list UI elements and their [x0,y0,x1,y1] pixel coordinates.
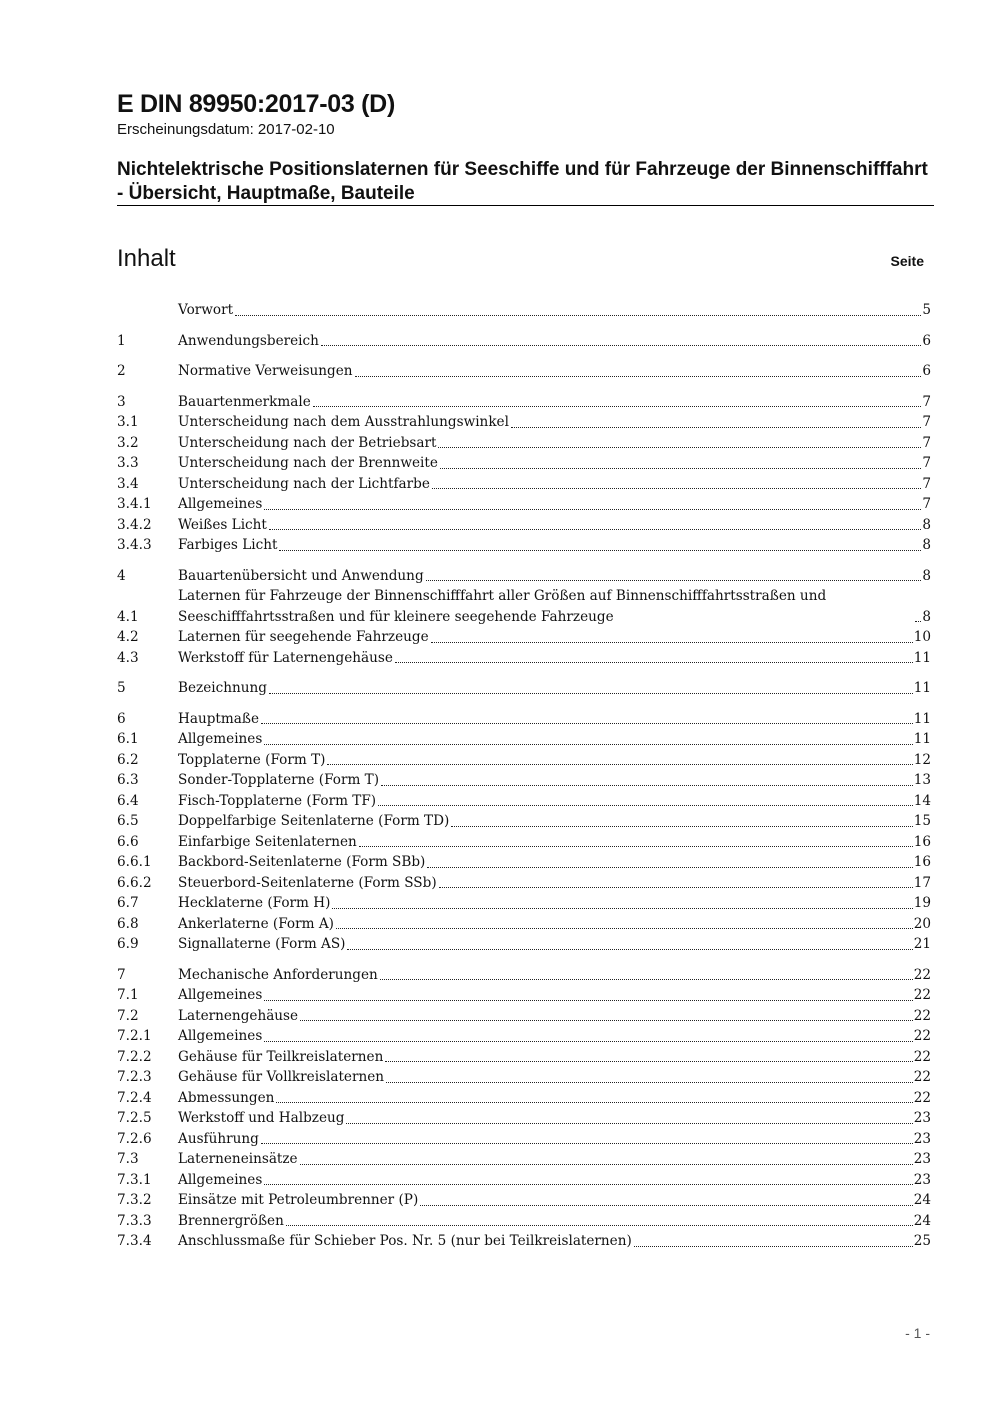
toc-entry-number: 3 [117,393,126,410]
toc-dot-leader [347,949,912,950]
toc-entry[interactable] [117,392,931,413]
toc-entry-page: 11 [913,710,931,727]
toc-entry-title: Bezeichnung [178,680,267,696]
toc-entry[interactable] [117,985,931,1006]
toc-entry[interactable] [117,678,931,699]
toc-dot-leader [420,1205,912,1206]
toc-entry-page: 13 [913,772,931,788]
toc-entry-number: 6.1 [117,731,139,747]
toc-entry-title: Vorwort [178,302,234,318]
toc-entry-number: 7.2.3 [117,1069,152,1085]
toc-dot-leader [380,979,913,980]
toc-entry[interactable] [117,873,931,894]
toc-entry[interactable] [117,1211,931,1232]
toc-entry-title: Fisch-Topplaterne (Form TF) [178,792,377,809]
toc-entry-page: 15 [913,813,931,829]
toc-entry-title: Laternengehäuse [178,1007,299,1024]
toc-dot-leader [332,908,912,909]
toc-entry-number: 7 [117,966,126,983]
toc-entry[interactable] [117,729,931,750]
toc-entry-page: 7 [922,434,931,451]
toc-dot-leader [261,723,913,724]
toc-entry-title: Laterneneinsätze [178,1151,298,1167]
toc-dot-leader [431,642,913,643]
document-title: E DIN 89950:2017-03 (D) [117,90,395,118]
toc-entry[interactable] [117,1149,931,1170]
toc-entry-title: Sonder-Topplaterne (Form T) [178,772,380,788]
toc-entry[interactable] [117,852,931,873]
toc-entry-page: 8 [922,537,931,553]
toc-entry-number: 6.8 [117,915,139,932]
publication-date: Erscheinungsdatum: 2017-02-10 [117,121,335,138]
toc-entry-page: 6 [922,363,931,379]
toc-dot-leader [378,805,913,806]
toc-entry-number: 6.6.2 [117,874,152,891]
toc-heading: Inhalt [117,245,176,272]
toc-entry-title: Hecklaterne (Form H) [178,895,331,911]
toc-entry-page: 5 [922,302,931,318]
toc-entry-title: Unterscheidung nach dem Ausstrahlungswinkel [178,414,509,430]
toc-entry[interactable] [117,1088,931,1109]
toc-dot-leader [269,529,921,530]
toc-entry-title: Abmessungen [178,1089,275,1106]
toc-entry-number: 6.9 [117,936,139,952]
title-divider [117,205,934,206]
toc-entry[interactable] [117,1190,931,1211]
toc-dot-leader [426,580,922,581]
toc-entry-number: 7.3 [117,1151,139,1167]
toc-entry-number: 3.4.3 [117,537,152,553]
toc-entry-number: 7.2.6 [117,1130,152,1147]
toc-entry[interactable] [117,586,931,627]
toc-entry-title: Steuerbord-Seitenlaterne (Form SSb) [178,874,437,891]
toc-entry[interactable] [117,627,931,648]
toc-entry-number: 7.3.1 [117,1171,152,1188]
toc-entry-title: Laternen für Fahrzeuge der Binnenschifffahrt aller Größen auf Binnenschifffahrtsstraßen und Seeschifffahrtsstraßen und für kleinere seegehende Fahrzeuge [178,588,827,625]
toc-entry-title: Werkstoff und Halbzeug [178,1110,345,1126]
toc-entry-page: 24 [913,1212,931,1229]
table-of-contents [117,300,931,1252]
toc-entry-page: 19 [913,895,931,911]
toc-entry[interactable] [117,453,931,474]
toc-entry-number: 7.3.3 [117,1212,152,1229]
toc-entry-number: 3.1 [117,414,139,430]
toc-entry-number: 7.2.4 [117,1089,152,1106]
toc-entry-title: Signallaterne (Form AS) [178,936,346,952]
toc-entry-number: 4 [117,567,126,584]
toc-entry-page: 10 [913,629,931,645]
toc-entry[interactable] [117,361,931,382]
toc-entry-title: Anwendungsbereich [178,332,319,349]
toc-entry-title: Unterscheidung nach der Brennweite [178,455,438,471]
toc-entry[interactable] [117,535,931,556]
toc-entry[interactable] [117,331,931,352]
toc-entry-page: 23 [913,1171,931,1188]
toc-dot-leader [264,509,921,510]
toc-entry-title: Unterscheidung nach der Betriebsart [178,434,437,451]
toc-entry-number: 7.2.1 [117,1028,152,1044]
document-subtitle: Nichtelektrische Positionslaternen für Seeschiffe und für Fahrzeuge der Binnenschifffahrt - Übersicht, Hauptmaße, Bauteile [117,159,928,204]
toc-entry-title: Bauartenübersicht und Anwendung [178,567,424,584]
toc-dot-leader [439,887,913,888]
toc-dot-leader [395,662,913,663]
toc-entry-number: 6.6 [117,833,139,850]
toc-entry-page: 12 [913,751,931,768]
toc-entry-title: Werkstoff für Laternengehäuse [178,649,393,666]
toc-entry[interactable] [117,811,931,832]
toc-entry[interactable] [117,474,931,495]
page-number: - 1 - [905,1325,930,1341]
toc-entry-page: 14 [913,792,931,809]
toc-entry-title: Brennergrößen [178,1212,284,1229]
toc-dot-leader [355,376,922,377]
toc-entry[interactable] [117,1108,931,1129]
toc-entry-page: 22 [913,1028,931,1044]
toc-entry-number: 3.4 [117,475,139,492]
toc-entry-title: Anschlussmaße für Schieber Pos. Nr. 5 (nur bei Teilkreislaternen) [178,1233,632,1249]
toc-entry-number: 1 [117,332,126,349]
toc-entry-number: 3.3 [117,455,139,471]
toc-entry-title: Allgemeines [178,731,263,747]
toc-entry-page: 11 [913,731,931,747]
toc-entry[interactable] [117,1047,931,1068]
toc-entry-number: 6.5 [117,813,139,829]
toc-entry-page: 8 [922,567,931,584]
toc-entry-number: 6.4 [117,792,139,809]
toc-entry-title: Mechanische Anforderungen [178,966,378,983]
toc-entry[interactable] [117,433,931,454]
toc-entry-page: 11 [913,649,931,666]
toc-entry[interactable] [117,1129,931,1150]
toc-entry-number: 6.3 [117,772,139,788]
toc-entry-title: Farbiges Licht [178,537,278,553]
toc-dot-leader [432,488,921,489]
toc-dot-leader [511,427,921,428]
toc-entry-page: 16 [913,854,931,870]
toc-dot-leader [336,928,913,929]
toc-entry[interactable] [117,412,931,433]
toc-entry[interactable] [117,1006,931,1027]
toc-entry-title: Topplaterne (Form T) [178,751,326,768]
toc-dot-leader [276,1102,912,1103]
toc-entry-number: 6.7 [117,895,139,911]
toc-entry-title: Gehäuse für Vollkreislaternen [178,1069,385,1085]
toc-entry-page: 22 [913,1089,931,1106]
toc-dot-leader [264,1000,912,1001]
toc-entry-page: 6 [922,332,931,349]
toc-entry-title: Bauartenmerkmale [178,393,311,410]
toc-entry-title: Unterscheidung nach der Lichtfarbe [178,475,430,492]
toc-dot-leader [327,764,912,765]
toc-entry[interactable] [117,934,931,955]
toc-entry-title: Allgemeines [178,1171,263,1188]
toc-entry-number: 7.2 [117,1007,139,1024]
toc-entry-title: Einsätze mit Petroleumbrenner (P) [178,1192,419,1208]
toc-entry[interactable] [117,300,931,321]
toc-entry-page: 23 [913,1130,931,1147]
toc-dot-leader [300,1164,913,1165]
toc-entry-title: Weißes Licht [178,516,267,533]
toc-dot-leader [264,1184,912,1185]
toc-dot-leader [269,693,913,694]
toc-dot-leader [440,468,921,469]
toc-entry[interactable] [117,770,931,791]
toc-dot-leader [381,785,913,786]
toc-entry-number: 5 [117,680,126,696]
toc-entry-title: Allgemeines [178,1028,263,1044]
toc-dot-leader [451,826,912,827]
toc-dot-leader [313,406,922,407]
toc-entry[interactable] [117,893,931,914]
toc-entry-title: Ausführung [178,1130,259,1147]
toc-entry-page: 23 [913,1110,931,1126]
toc-entry-number: 4.3 [117,649,139,666]
toc-entry[interactable] [117,515,931,536]
toc-dot-leader [385,1061,912,1062]
toc-entry-page: 16 [913,833,931,850]
toc-entry-page: 8 [922,608,931,625]
toc-entry-number: 7.2.2 [117,1048,152,1065]
toc-entry-number: 6.6.1 [117,854,152,870]
toc-entry-page: 7 [922,496,931,512]
toc-entry-page: 7 [922,455,931,471]
toc-page-column-label: Seite [890,253,924,269]
toc-dot-leader [264,744,912,745]
toc-entry-page: 21 [913,936,931,952]
toc-entry-title: Backbord-Seitenlaterne (Form SBb) [178,854,426,870]
toc-dot-leader [264,1041,912,1042]
toc-entry[interactable] [117,494,931,515]
toc-entry-page: 22 [913,1007,931,1024]
toc-entry-page: 22 [913,987,931,1003]
toc-entry[interactable] [117,566,931,587]
toc-entry-page: 23 [913,1151,931,1167]
toc-entry-title: Allgemeines [178,987,263,1003]
toc-entry-page: 7 [922,475,931,492]
toc-entry-title: Laternen für seegehende Fahrzeuge [178,629,429,645]
toc-entry-page: 17 [913,874,931,891]
toc-dot-leader [261,1143,913,1144]
toc-entry-title: Ankerlaterne (Form A) [178,915,334,932]
toc-entry-number: 7.1 [117,987,139,1003]
toc-entry-title: Hauptmaße [178,710,259,727]
toc-entry[interactable] [117,1170,931,1191]
toc-entry[interactable] [117,648,931,669]
toc-entry-page: 7 [922,393,931,410]
toc-dot-leader [279,550,921,551]
toc-entry-number: 3.4.2 [117,516,152,533]
toc-dot-leader [286,1225,913,1226]
toc-entry-title: Gehäuse für Teilkreislaternen [178,1048,384,1065]
toc-entry-page: 11 [913,680,931,696]
toc-entry[interactable] [117,709,931,730]
toc-entry[interactable] [117,914,931,935]
toc-dot-leader [386,1082,913,1083]
toc-entry[interactable] [117,965,931,986]
toc-entry[interactable] [117,750,931,771]
toc-dot-leader [300,1020,913,1021]
toc-entry[interactable] [117,791,931,812]
toc-entry-number: 2 [117,363,126,379]
toc-entry[interactable] [117,1026,931,1047]
toc-dot-leader [438,447,921,448]
toc-entry-number: 3.4.1 [117,496,152,512]
toc-dot-leader [321,345,921,346]
toc-dot-leader [346,1123,912,1124]
toc-entry-number: 4.1 [117,608,139,625]
toc-entry-number: 7.2.5 [117,1110,152,1126]
toc-entry-page: 22 [913,1048,931,1065]
toc-entry[interactable] [117,1067,931,1088]
toc-dot-leader [634,1246,913,1247]
toc-entry-page: 8 [922,516,931,533]
toc-entry-page: 22 [913,1069,931,1085]
toc-dot-leader [427,867,912,868]
toc-dot-leader [235,315,921,316]
toc-entry-number: 7.3.2 [117,1192,152,1208]
toc-entry[interactable] [117,832,931,853]
toc-entry[interactable] [117,1231,931,1252]
toc-entry-page: 25 [913,1233,931,1249]
toc-entry-number: 6 [117,710,126,727]
toc-dot-leader [915,621,921,622]
toc-entry-title: Doppelfarbige Seitenlaterne (Form TD) [178,813,450,829]
toc-entry-page: 22 [913,966,931,983]
toc-entry-page: 20 [913,915,931,932]
toc-entry-page: 7 [922,414,931,430]
toc-entry-number: 7.3.4 [117,1233,152,1249]
toc-entry-number: 4.2 [117,629,139,645]
toc-dot-leader [359,846,913,847]
toc-entry-title: Normative Verweisungen [178,363,353,379]
toc-entry-page: 24 [913,1192,931,1208]
toc-entry-title: Allgemeines [178,496,263,512]
toc-entry-number: 3.2 [117,434,139,451]
toc-entry-number: 6.2 [117,751,139,768]
toc-entry-title: Einfarbige Seitenlaternen [178,833,357,850]
